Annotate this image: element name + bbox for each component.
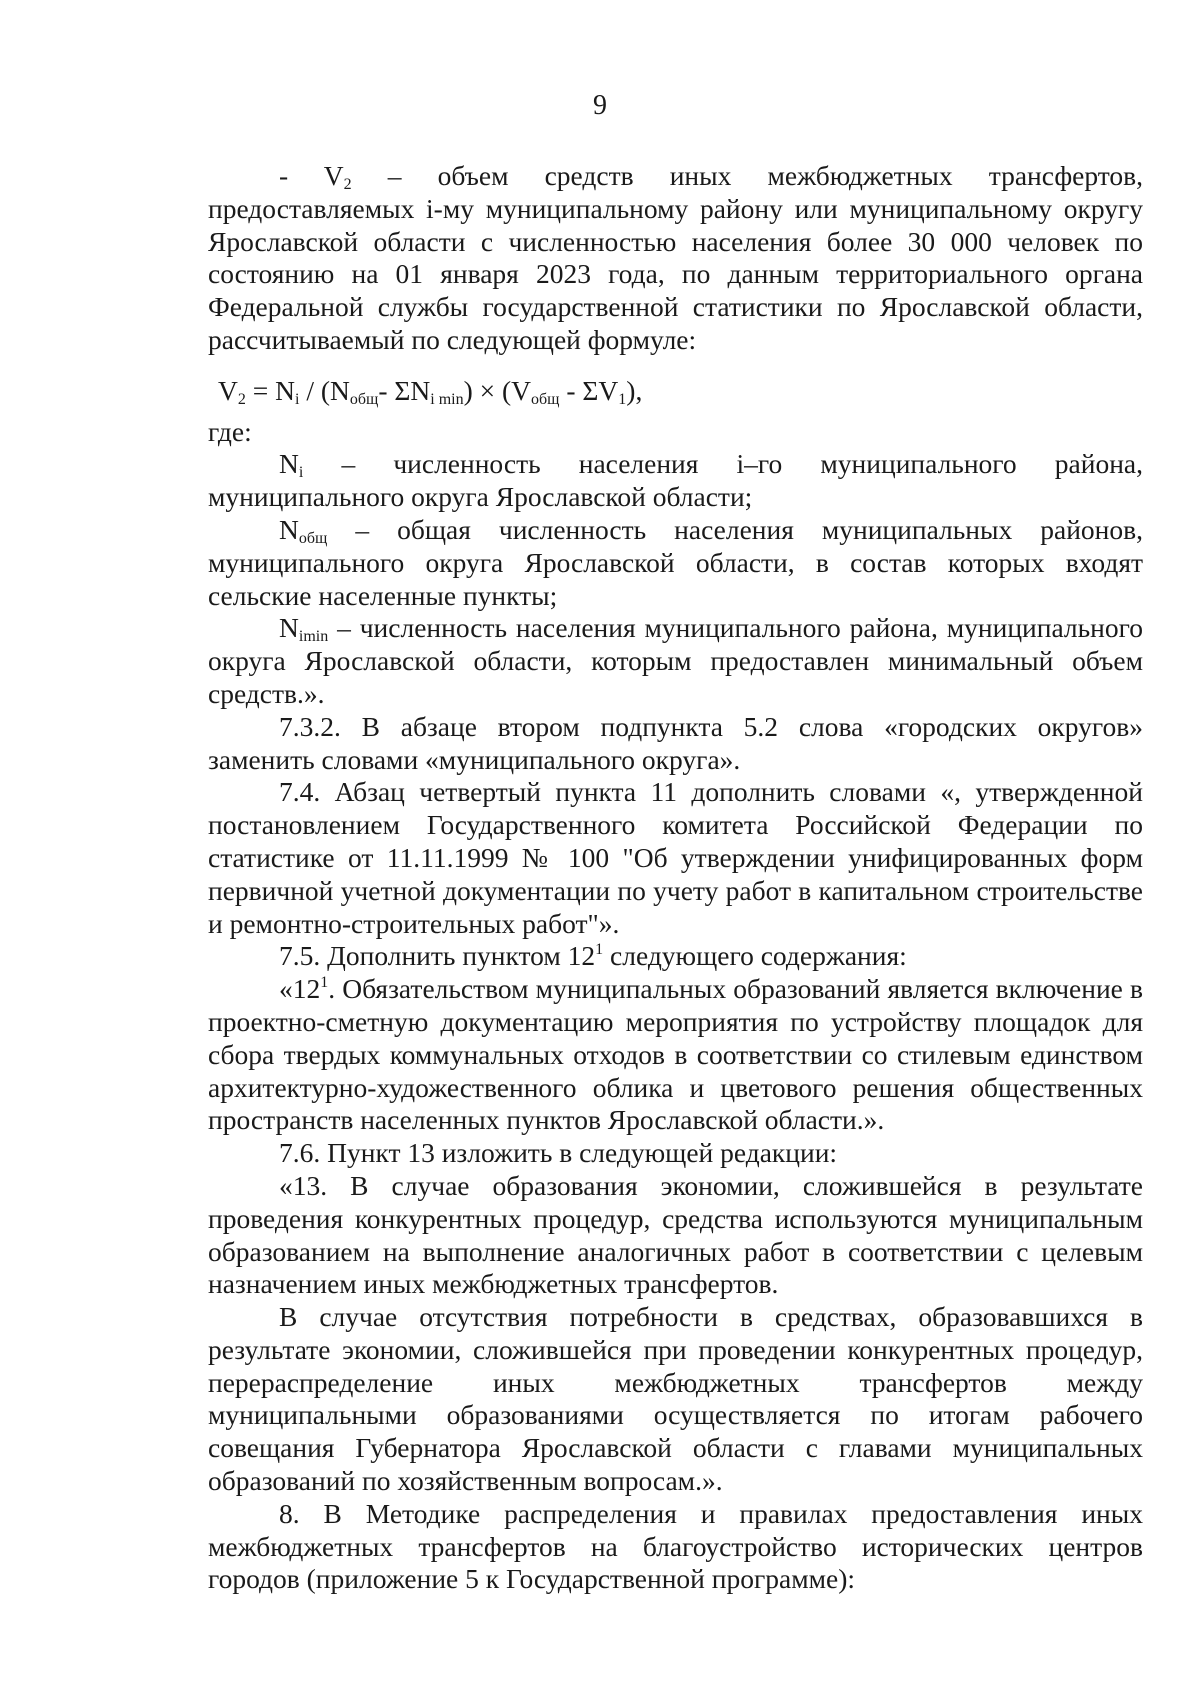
definition-nimin: $N_{imin}$ – численность населения муниципального района, муниципального округа Ярославской области, которым предоставлен минимальный объем средств.». (208, 612, 1143, 709)
v2-definition-paragraph: - $V_2$ – объем средств иных межбюджетных трансфертов, предоставляемых i-му муниципальному району или муниципальному округу Ярославской области с численностью населения более 30 000 человек по состоянию на 01 января 2023 года, по данным территориального органа Федеральной службы государственной статистики по Ярославской области, рассчитываемый по следующей формуле: (208, 160, 1143, 355)
formula: $V_2 = N_i / (N_{общ}-$ $\Sigma N_{i min}) \times (V_{общ} - \Sigma V_1)$, (218, 374, 643, 408)
definition-nobsh: $N_{общ}$ – общая численность населения муниципальных районов, муниципального округа Ярославской области, в состав которых входят сельские населенные пункты; (208, 513, 1143, 611)
paragraph-7-4: 7.4. Абзац четвертый пункта 11 дополнить словами «, утвержденной постановлением Государственного комитета Российской Федерации по статистике от 11.11.1999 № 100 "Об утверждении унифицированных форм первичной учетной документации по учету работ в капитальном строительстве и ремонтно-строительных работ"». (208, 776, 1143, 939)
paragraph-7-5: 7.5. Дополнить пунктом $12^1$ следующего содержания: (279, 940, 907, 972)
where-label: где: (208, 415, 252, 447)
paragraph-absence: В случае отсутствия потребности в средствах, образовавшихся в результате экономии, сложившейся при проведении конкурентных процедур, перераспределение иных межбюджетных трансфертов между муниципальными образованиями осуществляется по итогам рабочего совещания Губернатора Ярославской области с главами муниципальных образований по хозяйственным вопросам.». (208, 1301, 1143, 1497)
page-number: 9 (593, 90, 607, 121)
paragraph-12-1: «$12^1$. Обязательством муниципальных образований является включение в проектно-сметную документацию мероприятия по устройству площадок для сбора твердых коммунальных отходов в соответствии со стилевым единством архитектурно-художественного облика и цветового решения общественных пространств населенных пунктов Ярославской области.». (208, 973, 1143, 1136)
paragraph-7-6: 7.6. Пункт 13 изложить в следующей редакции: (279, 1137, 838, 1169)
definition-ni: $N_i$ – численность населения i–го муниципального района, муниципального округа Ярославской области; (208, 448, 1143, 513)
paragraph-8: 8. В Методике распределения и правилах предоставления иных межбюджетных трансфертов на благоустройство исторических центров городов (приложение 5 к Государственной программе): (208, 1497, 1143, 1595)
paragraph-7-3-2: 7.3.2. В абзаце втором подпункта 5.2 слова «городских округов» заменить словами «муниципального округа». (208, 710, 1143, 775)
paragraph-13: «13. В случае образования экономии, сложившейся в результате проведения конкурентных процедур, средства используются муниципальным образованием на выполнение аналогичных работ в соответствии с целевым назначением иных межбюджетных трансфертов. (208, 1169, 1143, 1300)
document-body (208, 160, 1143, 1596)
